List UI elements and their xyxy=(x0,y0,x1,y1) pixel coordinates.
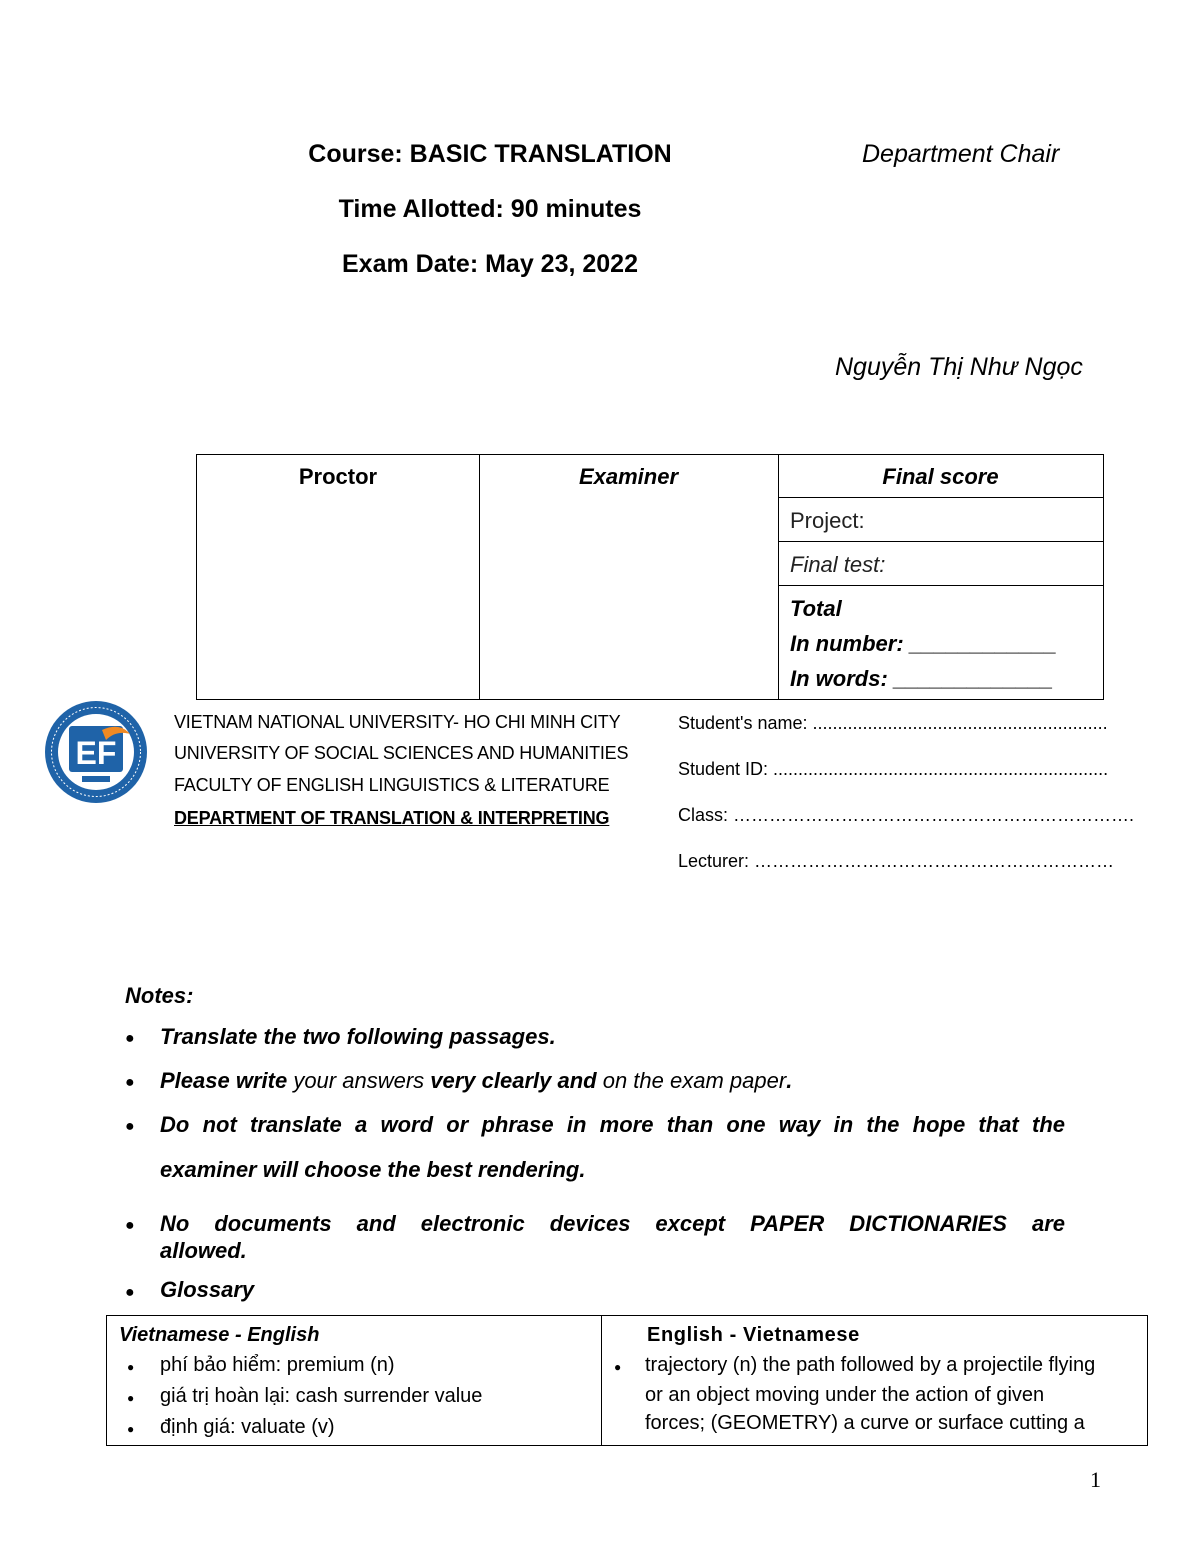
in-number-field[interactable]: In number: ____________ xyxy=(790,631,1057,656)
note-one-way-line-2: examiner will choose the best rendering. xyxy=(160,1157,586,1182)
table-divider xyxy=(779,497,1103,498)
exam-date: Exam Date: May 23, 2022 xyxy=(341,250,638,278)
glossary-left-header: Vietnamese - English xyxy=(119,1324,320,1346)
project-field[interactable]: Project: xyxy=(790,508,865,533)
glossary-divider xyxy=(601,1316,602,1445)
university-logo xyxy=(42,700,150,804)
university-line-1: VIETNAM NATIONAL UNIVERSITY- HO CHI MINH CITY xyxy=(174,712,621,732)
table-divider xyxy=(779,541,1103,542)
glossary-item: định giá: valuate (v) xyxy=(160,1416,335,1438)
glossary-table xyxy=(106,1315,1148,1446)
bullet-icon: ● xyxy=(127,1360,135,1374)
student-name-field[interactable]: Student's name: ........................................................... xyxy=(678,713,1108,733)
in-words-field[interactable]: In words: _____________ xyxy=(790,666,1053,691)
glossary-definition-line: or an object moving under the action of given xyxy=(645,1384,1045,1406)
glossary-definition-line: forces; (GEOMETRY) a curve or surface cutting a xyxy=(645,1412,1085,1434)
bullet-icon: ● xyxy=(125,1118,135,1135)
department-chair-title: Department Chair xyxy=(862,140,1060,168)
note-glossary: Glossary xyxy=(160,1277,255,1302)
course-title: Course: BASIC TRANSLATION xyxy=(308,140,672,168)
table-divider xyxy=(479,455,480,699)
glossary-right-header: English - Vietnamese xyxy=(647,1324,860,1346)
class-field[interactable]: Class: …………………………………………………………. xyxy=(678,805,1135,825)
faculty-line: FACULTY OF ENGLISH LINGUISTICS & LITERATURE xyxy=(174,775,610,795)
bullet-icon: ● xyxy=(125,1217,135,1234)
note-write-clearly: Please write your answers very clearly and on the exam paper. xyxy=(160,1068,793,1093)
note-no-documents-line-1: No documents and electronic devices except PAPER DICTIONARIES are xyxy=(160,1211,1065,1236)
notes-title: Notes: xyxy=(125,983,194,1008)
table-divider xyxy=(778,455,779,699)
note-no-documents-line-2: allowed. xyxy=(160,1238,247,1263)
final-score-header: Final score xyxy=(882,464,999,489)
department-line: DEPARTMENT OF TRANSLATION & INTERPRETING xyxy=(174,808,610,828)
bullet-icon: ● xyxy=(125,1284,135,1301)
bullet-icon: ● xyxy=(127,1391,135,1405)
page-number: 1 xyxy=(1090,1467,1101,1492)
bullet-icon: ● xyxy=(614,1360,622,1374)
student-id-field[interactable]: Student ID: ................................................................... xyxy=(678,759,1109,779)
note-translate: Translate the two following passages. xyxy=(160,1024,556,1049)
final-test-field[interactable]: Final test: xyxy=(790,552,886,577)
table-divider xyxy=(779,585,1103,586)
proctor-header: Proctor xyxy=(298,464,378,489)
glossary-item: giá trị hoàn lại: cash surrender value xyxy=(160,1385,483,1407)
bullet-icon: ● xyxy=(125,1030,135,1047)
score-table xyxy=(196,454,1104,700)
department-chair-name: Nguyễn Thị Như Ngọc xyxy=(835,353,1083,381)
examiner-header: Examiner xyxy=(578,464,679,489)
time-allotted: Time Allotted: 90 minutes xyxy=(338,195,642,223)
glossary-item: phí bảo hiểm: premium (n) xyxy=(160,1354,395,1376)
logo-letters: EF xyxy=(75,735,117,771)
lecturer-field[interactable]: Lecturer: …………………………………………………… xyxy=(678,851,1115,871)
bullet-icon: ● xyxy=(125,1074,135,1091)
bullet-icon: ● xyxy=(127,1422,135,1436)
glossary-definition-line: trajectory (n) the path followed by a projectile flying xyxy=(645,1354,1096,1376)
note-one-way-line-1: Do not translate a word or phrase in more than one way in the hope that the xyxy=(160,1112,1065,1137)
total-label: Total xyxy=(790,596,842,621)
university-line-2: UNIVERSITY OF SOCIAL SCIENCES AND HUMANITIES xyxy=(174,743,629,763)
